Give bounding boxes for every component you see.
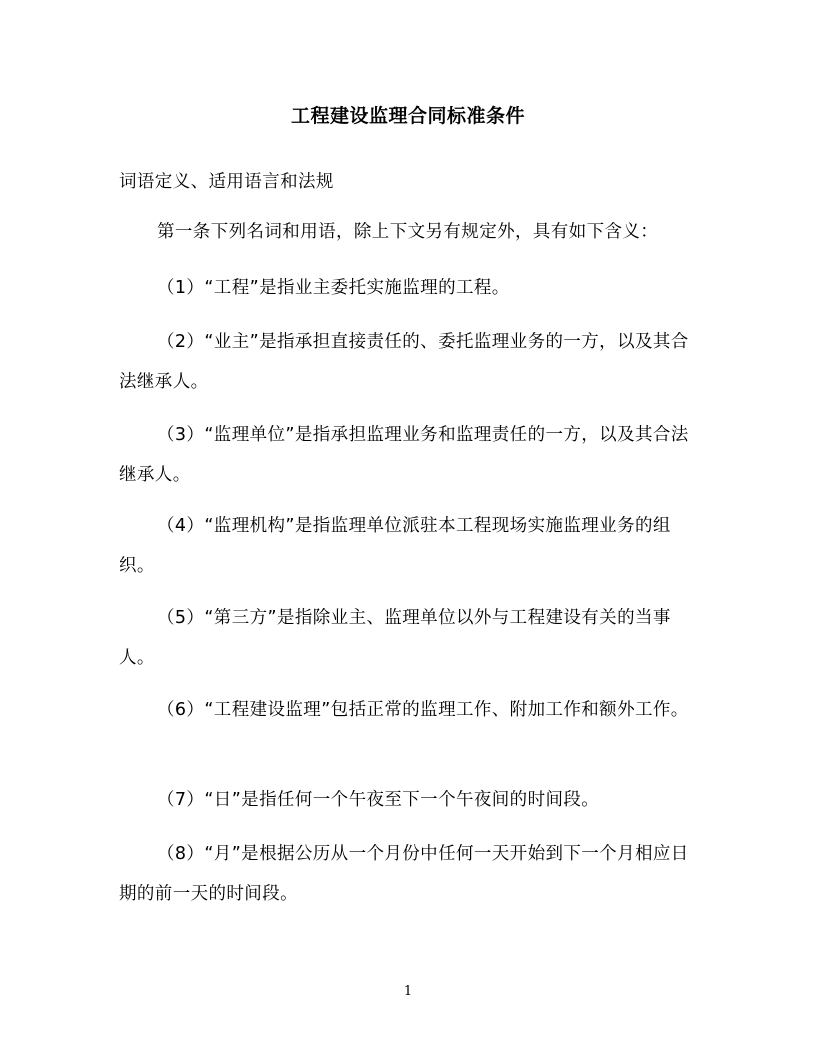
document-title: 工程建设监理合同标准条件 — [290, 105, 525, 127]
paragraph-item-2: （2）“业主”是指承担直接责任的、委托监理业务的一方，以及其合法继承人。 — [119, 332, 689, 392]
page-number: 1 — [403, 984, 413, 999]
paragraph-article-1: 第一条下列名词和用语，除上下文另有规定外，具有如下含义： — [157, 222, 659, 242]
paragraph-item-6: （6）“工程建设监理”包括正常的监理工作、附加工作和额外工作。 — [157, 700, 689, 720]
paragraph-item-7: （7）“日”是指任何一个午夜至下一个午夜间的时间段。 — [157, 790, 600, 810]
paragraph-item-1: （1）“工程”是指业主委托实施监理的工程。 — [157, 278, 510, 298]
paragraph-item-4: （4）“监理机构”是指监理单位派驻本工程现场实施监理业务的组织。 — [119, 516, 671, 576]
paragraph-item-5: （5）“第三方”是指除业主、监理单位以外与工程建设有关的当事人。 — [119, 608, 671, 668]
paragraph-item-8: （8）“月”是根据公历从一个月份中任何一天开始到下一个月相应日期的前一天的时间段。 — [119, 844, 689, 904]
paragraph-item-3: （3）“监理单位”是指承担监理业务和监理责任的一方，以及其合法继承人。 — [119, 425, 689, 485]
section-heading: 词语定义、适用语言和法规 — [119, 172, 334, 192]
